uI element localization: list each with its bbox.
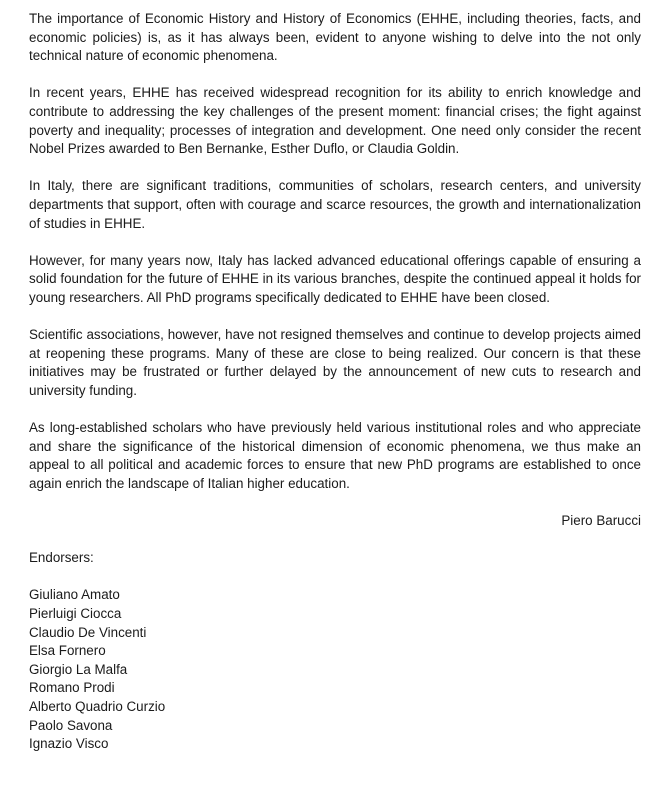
endorser-name: Alberto Quadrio Curzio xyxy=(29,698,166,714)
signature: Piero Barucci xyxy=(561,513,641,529)
endorser-name: Pierluigi Ciocca xyxy=(29,606,122,621)
endorser-name: Ignazio Visco xyxy=(29,736,109,752)
paragraph-scientific-associations: Scientific associations, however, have not resigned themselves and continue to develop projects aimed at reopening these programs. Many of these are close to being realized. Our concern is that these initiatives may be frustrated or further delayed by the announcement of new cuts to research and university funding. xyxy=(29,327,641,398)
paragraph-importance-of-ehhe: The importance of Economic History and History of Economics (EHHE, including theories, facts, and economic policies) is, as it has always been, evident to anyone wishing to delve into the not only technical nature of economic phenomena. xyxy=(29,11,641,64)
endorser-name: Giuliano Amato xyxy=(29,587,120,603)
endorser-name: Giorgio La Malfa xyxy=(29,661,128,677)
paragraph-italian-traditions: In Italy, there are significant traditions, communities of scholars, research centers, and university departments that support, often with courage and scarce resources, the growth and internationalization of studies in EHHE. xyxy=(29,178,641,231)
paragraph-recent-recognition: In recent years, EHHE has received widespread recognition for its ability to enrich knowledge and contribute to addressing the key challenges of the present moment: financial crises; the fight against poverty and inequality; processes of integration and development. One need only consider the recent Nobel Prizes awarded to Ben Bernanke, Esther Duflo, or Claudia Goldin. xyxy=(29,85,641,157)
endorsers-heading: Endorsers: xyxy=(29,550,94,566)
paragraph-lack-of-phd-programs: However, for many years now, Italy has lacked advanced educational offerings capable of ensuring a solid foundation for the future of EHHE in its various branches, despite the continued appeal it holds for young researchers. All PhD programs specifically dedicated to EHHE have been closed. xyxy=(29,252,641,305)
endorser-name: Paolo Savona xyxy=(29,717,113,733)
endorser-list xyxy=(29,586,641,753)
endorser-name: Claudio De Vincenti xyxy=(29,624,147,640)
endorser-name: Romano Prodi xyxy=(29,680,115,696)
paragraph-appeal: As long-established scholars who have previously held various institutional roles and who appreciate and share the significance of the historical dimension of economic phenomena, we thus make an appeal to all political and academic forces to ensure that new PhD programs are established to once again enrich the landscape of Italian higher education. xyxy=(29,420,641,491)
endorser-name: Elsa Fornero xyxy=(29,643,106,659)
